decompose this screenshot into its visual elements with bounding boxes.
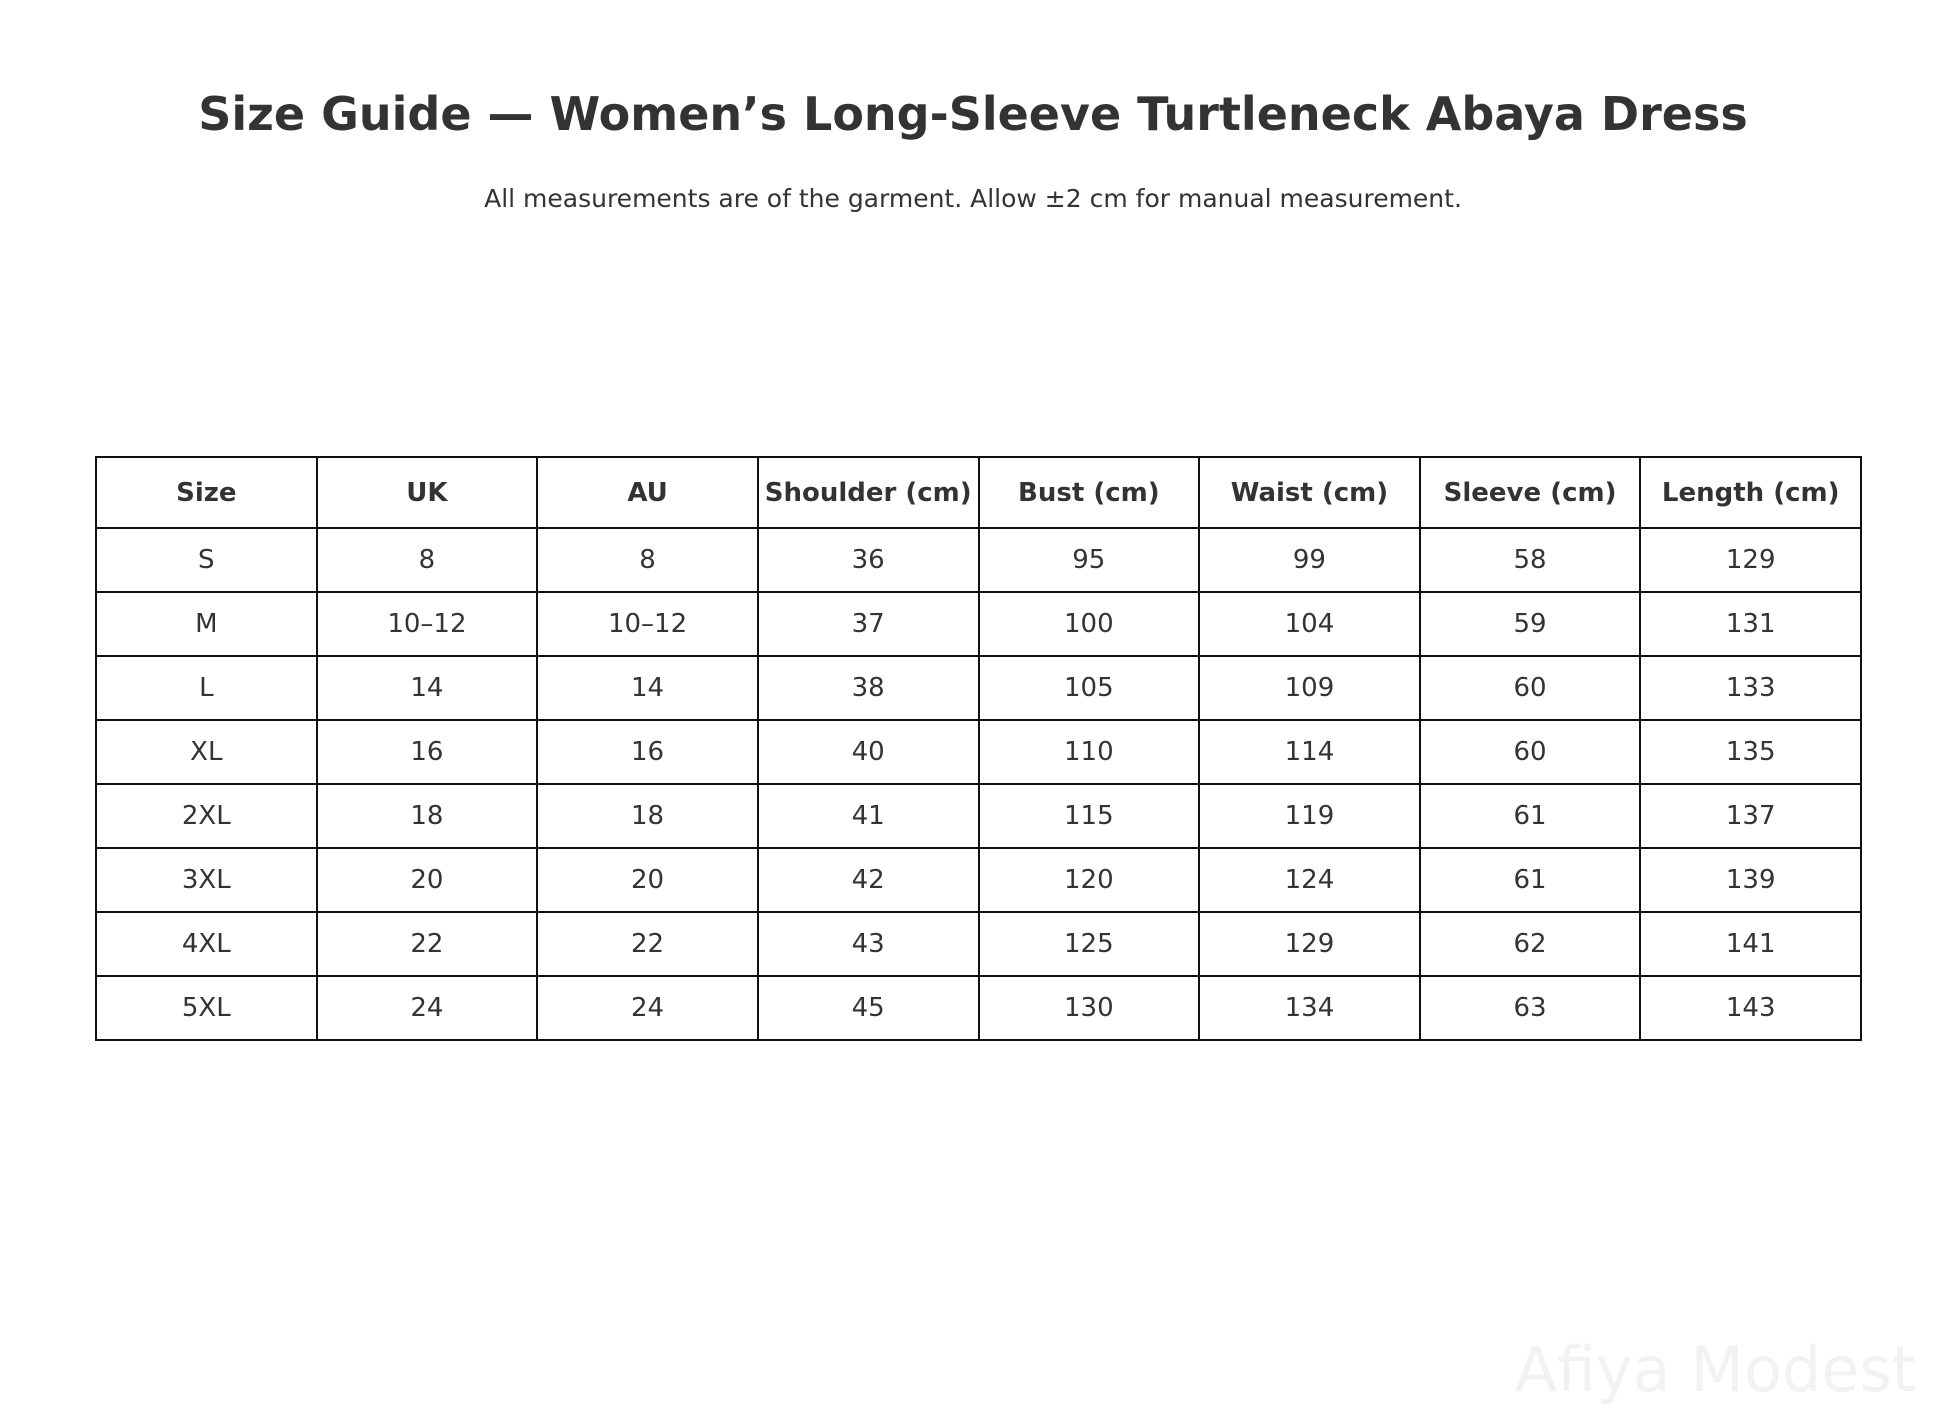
cell-length: 141	[1640, 912, 1861, 976]
cell-size: XL	[96, 720, 317, 784]
cell-bust: 115	[979, 784, 1200, 848]
cell-length: 131	[1640, 592, 1861, 656]
cell-bust: 110	[979, 720, 1200, 784]
cell-waist: 99	[1199, 528, 1420, 592]
cell-shoulder: 40	[758, 720, 979, 784]
cell-bust: 120	[979, 848, 1200, 912]
cell-au: 22	[537, 912, 758, 976]
header-bust: Bust (cm)	[979, 457, 1200, 528]
cell-bust: 100	[979, 592, 1200, 656]
cell-au: 18	[537, 784, 758, 848]
cell-uk: 8	[317, 528, 538, 592]
cell-length: 133	[1640, 656, 1861, 720]
cell-shoulder: 45	[758, 976, 979, 1040]
cell-length: 137	[1640, 784, 1861, 848]
cell-length: 143	[1640, 976, 1861, 1040]
cell-size: M	[96, 592, 317, 656]
table-row	[96, 720, 1861, 784]
cell-length: 139	[1640, 848, 1861, 912]
cell-size: 2XL	[96, 784, 317, 848]
header-length: Length (cm)	[1640, 457, 1861, 528]
cell-uk: 18	[317, 784, 538, 848]
header-waist: Waist (cm)	[1199, 457, 1420, 528]
table-row	[96, 528, 1861, 592]
cell-bust: 105	[979, 656, 1200, 720]
cell-au: 8	[537, 528, 758, 592]
cell-au: 16	[537, 720, 758, 784]
cell-size: S	[96, 528, 317, 592]
table-row	[96, 656, 1861, 720]
header-au: AU	[537, 457, 758, 528]
cell-shoulder: 36	[758, 528, 979, 592]
cell-sleeve: 58	[1420, 528, 1641, 592]
table-row	[96, 592, 1861, 656]
cell-length: 135	[1640, 720, 1861, 784]
cell-waist: 109	[1199, 656, 1420, 720]
brand-watermark: Afiya Modest	[1514, 1333, 1916, 1406]
cell-size: 4XL	[96, 912, 317, 976]
cell-au: 24	[537, 976, 758, 1040]
cell-bust: 130	[979, 976, 1200, 1040]
table-row	[96, 976, 1861, 1040]
cell-bust: 95	[979, 528, 1200, 592]
cell-uk: 20	[317, 848, 538, 912]
cell-uk: 22	[317, 912, 538, 976]
cell-shoulder: 38	[758, 656, 979, 720]
cell-size: 5XL	[96, 976, 317, 1040]
cell-waist: 124	[1199, 848, 1420, 912]
cell-sleeve: 61	[1420, 784, 1641, 848]
header-shoulder: Shoulder (cm)	[758, 457, 979, 528]
table-row	[96, 848, 1861, 912]
cell-uk: 14	[317, 656, 538, 720]
cell-waist: 129	[1199, 912, 1420, 976]
cell-au: 14	[537, 656, 758, 720]
cell-sleeve: 63	[1420, 976, 1641, 1040]
cell-shoulder: 37	[758, 592, 979, 656]
cell-sleeve: 60	[1420, 720, 1641, 784]
cell-length: 129	[1640, 528, 1861, 592]
cell-shoulder: 41	[758, 784, 979, 848]
cell-shoulder: 42	[758, 848, 979, 912]
table-row	[96, 784, 1861, 848]
cell-waist: 119	[1199, 784, 1420, 848]
cell-au: 20	[537, 848, 758, 912]
table-row	[96, 912, 1861, 976]
cell-sleeve: 59	[1420, 592, 1641, 656]
header-uk: UK	[317, 457, 538, 528]
size-table	[95, 456, 1862, 1041]
cell-waist: 134	[1199, 976, 1420, 1040]
cell-sleeve: 62	[1420, 912, 1641, 976]
cell-waist: 114	[1199, 720, 1420, 784]
cell-sleeve: 61	[1420, 848, 1641, 912]
header-size: Size	[96, 457, 317, 528]
cell-shoulder: 43	[758, 912, 979, 976]
cell-size: L	[96, 656, 317, 720]
cell-bust: 125	[979, 912, 1200, 976]
page-subtitle: All measurements are of the garment. Allow ±2 cm for manual measurement.	[484, 184, 1462, 213]
cell-uk: 24	[317, 976, 538, 1040]
header-sleeve: Sleeve (cm)	[1420, 457, 1641, 528]
cell-uk: 16	[317, 720, 538, 784]
cell-size: 3XL	[96, 848, 317, 912]
page-title: Size Guide — Women’s Long-Sleeve Turtleneck Abaya Dress	[198, 87, 1748, 141]
cell-sleeve: 60	[1420, 656, 1641, 720]
cell-waist: 104	[1199, 592, 1420, 656]
cell-uk: 10–12	[317, 592, 538, 656]
table-header-row	[96, 457, 1861, 528]
cell-au: 10–12	[537, 592, 758, 656]
